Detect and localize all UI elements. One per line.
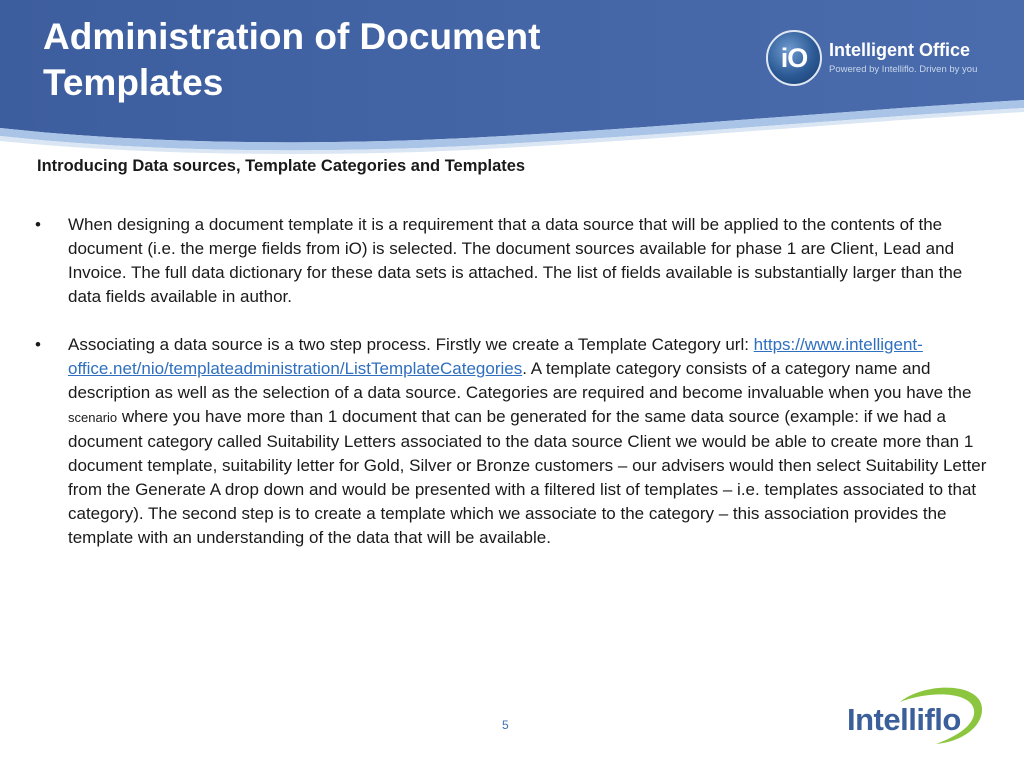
bullet-marker: •: [35, 335, 41, 354]
template-categories-link[interactable]: https://www.intelligent-office.net/nio/templateadministration/ListTemplateCategories: [68, 335, 923, 378]
bullet-text-intro: Associating a data source is a two step process. Firstly we create a Template Category url:: [68, 335, 754, 354]
io-logo-icon: iO: [766, 30, 822, 86]
page-number: 5: [502, 718, 509, 732]
brand-tagline: Powered by Intelliflo. Driven by you: [829, 64, 978, 75]
bullet-text-small-word: scenario: [68, 410, 118, 425]
brand-name: Intelligent Office: [829, 40, 971, 60]
bullet-text-after-link: . A template category consists of a category name and description as well as the selection of a data source. Categories are required and become invaluable when you have the: [68, 359, 972, 402]
bullet-item-two-step-process: [35, 333, 995, 550]
logo-wordmark: Intelliflo: [847, 702, 961, 737]
bullet-list: [35, 213, 995, 574]
bullet-item-data-source: [35, 213, 995, 309]
bullet-marker: •: [35, 215, 41, 234]
intelliflo-logo: [840, 684, 990, 744]
intelligent-office-logo: [766, 30, 1006, 88]
slide-subheading: Introducing Data sources, Template Categories and Templates: [37, 157, 526, 175]
slide-header: [0, 0, 1024, 160]
bullet-text: When designing a document template it is a requirement that a data source that will be applied to the contents of the document (i.e. the merge fields from iO) is selected. The document sources available for phase 1 are Client, Lead and Invoice. The full data dictionary for these data sets is attached. The list of fields available is substantially larger than the data fields available in author.: [68, 215, 963, 306]
bullet-text-rest: where you have more than 1 document that can be generated for the same data source (example: if we had a document category called Suitability Letters associated to the data source Client we would be able to create more than 1 document template, suitability letter for Gold, Silver or Bronze customers – our advisers would then select Suitability Letter from the Generate A drop down and would be presented with a filtered list of templates – i.e. templates associated to that category). The second step is to create a template which we associate to the category – this association provides the template with an understanding of the data that will be available.: [68, 407, 987, 547]
slide-title: Administration of Document Templates: [43, 16, 541, 103]
